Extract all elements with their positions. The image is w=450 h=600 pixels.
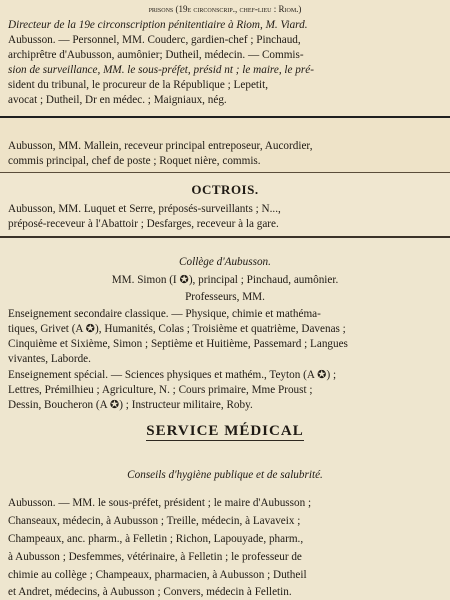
service-line-2: Chanseaux, médecin, à Aubusson ; Treille, médecin, à Lavaveix ; (8, 515, 301, 527)
service-line-4: à Aubusson ; Desfemmes, vétérinaire, à Felletin ; le professeur de (8, 551, 302, 563)
college-line-4: vivantes, Laborde. (8, 353, 91, 365)
contributions-line-2: commis principal, chef de poste ; Roquet nière, commis. (8, 155, 261, 167)
octrois-line-1: Aubusson, MM. Luquet et Serre, préposés-surveillants ; N..., (8, 203, 281, 215)
service-line-6: et Andret, médecins, à Aubusson ; Convers, médecin à Felletin. (8, 586, 292, 598)
college-line-7: Dessin, Boucheron (A ✪) ; Instructeur militaire, Roby. (8, 399, 253, 411)
prisons-section (0, 0, 450, 116)
college-line-2: tiques, Grivet (A ✪), Humanités, Colas ; Troisième et quatrième, Davenas ; (8, 323, 346, 335)
service-heading: SERVICE MÉDICAL (146, 423, 304, 439)
octrois-heading: OCTROIS. (191, 182, 259, 197)
service-line-1: Aubusson. — MM. le sous-préfet, président ; le maire d'Aubusson ; (8, 497, 312, 509)
service-subheading: Conseils d'hygiène publique et de salubrité. (127, 469, 323, 481)
contributions-line-1: Aubusson, MM. Mallein, receveur principal entreposeur, Aucordier, (8, 140, 313, 152)
service-line-3: Champeaux, anc. pharm., à Felletin ; Richon, Lapouyade, pharm., (8, 533, 304, 545)
prisons-line-3: archiprêtre d'Aubusson, aumônier; Dutheil, médecin. — Commis- (8, 49, 304, 61)
prisons-line-2: Aubusson. — Personnel, MM. Couderc, gardien-chef ; Pinchaud, (8, 34, 301, 46)
section-divider (0, 172, 450, 173)
college-title: Collège d'Aubusson. (179, 256, 271, 268)
college-line-5: Enseignement spécial. — Sciences physiques et mathém., Teyton (A ✪) ; (8, 369, 337, 381)
octrois-line-2: préposé-receveur à l'Abattoir ; Desfarges, receveur à la gare. (8, 218, 279, 230)
prisons-line-5: sident du tribunal, le procureur de la République ; Lepetit, (8, 79, 269, 91)
prisons-line-1: Directeur de la 19e circonscription pénitentiaire à Riom, M. Viard. (8, 19, 308, 31)
prisons-line-6: avocat ; Dutheil, Dr en médec. ; Maigniaux, nég. (8, 94, 227, 106)
prisons-header: prisons (19e circonscrip., chef-lieu : Riom.) (148, 4, 302, 14)
service-heading-wrap (8, 422, 442, 441)
octrois-section (0, 174, 450, 236)
contributions-section (0, 118, 450, 172)
college-professors: Professeurs, MM. (185, 291, 265, 303)
college-staff: MM. Simon (I ✪), principal ; Pinchaud, aumônier. (111, 274, 339, 286)
college-line-3: Cinquième et Sixième, Simon ; Septième et Huitième, Passemard ; Langues (8, 338, 348, 350)
college-line-1: Enseignement secondaire classique. — Physique, chimie et mathéma- (8, 308, 321, 320)
prisons-line-4: sion de surveillance, MM. le sous-préfet, présid nt ; le maire, le pré- (8, 64, 314, 76)
college-line-6: Lettres, Prémilhieu ; Agriculture, N. ; Cours primaire, Mme Proust ; (8, 384, 313, 396)
college-medical-section (0, 238, 450, 600)
service-line-5: chimie au collège ; Champeaux, pharmacien, à Aubusson ; Dutheil (8, 569, 307, 581)
